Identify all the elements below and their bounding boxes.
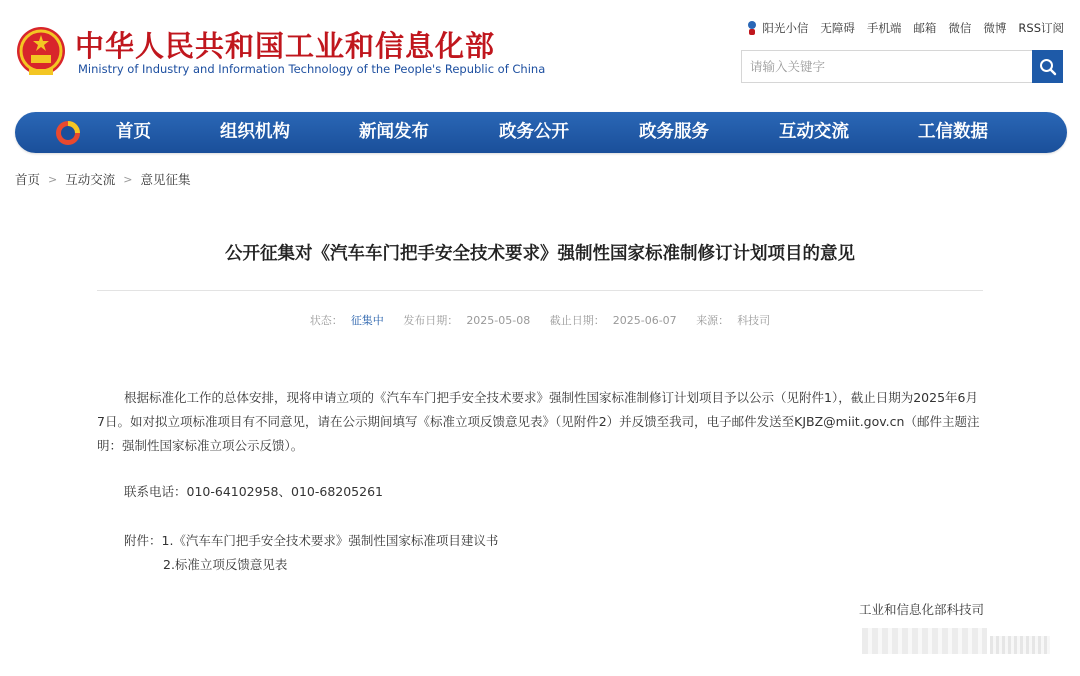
meta-deadline-date: 2025-06-07 [612, 314, 677, 327]
contact-phone: 联系电话：010-64102958、010-68205261 [124, 484, 383, 499]
ministry-logo-icon[interactable] [53, 118, 83, 148]
meta-source-label: 来源： [696, 314, 730, 327]
attachment-link-1[interactable]: 附件：1.《汽车车门把手安全技术要求》强制性国家标准项目建议书 [124, 533, 499, 548]
attachments [124, 529, 498, 577]
search-button[interactable] [1032, 50, 1063, 83]
site-subtitle: Ministry of Industry and Information Technology of the People's Republic of China [78, 62, 546, 76]
nav-item-data[interactable]: 工信数据 [918, 122, 988, 142]
top-link-accessibility[interactable]: 无障碍 [820, 21, 855, 35]
breadcrumb-current[interactable]: 意见征集 [140, 172, 191, 187]
top-link-weibo[interactable]: 微博 [983, 21, 1007, 35]
top-link-mobile[interactable]: 手机端 [866, 21, 902, 35]
article-meta [0, 312, 1080, 328]
chevron-right-icon: > [123, 172, 133, 186]
article-body [97, 386, 983, 458]
top-link-mail[interactable]: 邮箱 [913, 21, 937, 35]
meta-publish-label: 发布日期： [403, 314, 459, 327]
chevron-right-icon: > [48, 172, 58, 186]
top-link-label: 阳光小信 [762, 21, 809, 35]
article-title: 公开征集对《汽车车门把手安全技术要求》强制性国家标准制修订计划项目的意见 [225, 244, 855, 264]
breadcrumb-interaction[interactable]: 互动交流 [65, 172, 116, 187]
meta-status-label: 状态： [309, 314, 343, 327]
nav-item-home[interactable]: 首页 [116, 122, 151, 142]
top-link-rss[interactable]: RSS订阅 [1018, 21, 1064, 35]
top-link-sunshine[interactable] [746, 20, 808, 36]
search-input[interactable] [742, 51, 1032, 82]
divider [97, 290, 983, 291]
site-title[interactable]: 中华人民共和国工业和信息化部 [75, 29, 496, 63]
main-nav [15, 112, 1067, 153]
signature-date-blurred [862, 628, 987, 654]
top-link-wechat[interactable]: 微信 [948, 21, 972, 35]
nav-item-gov-affairs[interactable]: 政务公开 [499, 122, 569, 142]
watermark [990, 636, 1050, 654]
national-emblem-icon[interactable] [15, 25, 67, 79]
attachment-link-2[interactable]: 2.标准立项反馈意见表 [163, 557, 288, 572]
nav-item-gov-services[interactable]: 政务服务 [639, 122, 709, 142]
meta-source-value: 科技司 [737, 314, 771, 327]
site-header [0, 0, 1080, 108]
breadcrumb-home[interactable]: 首页 [15, 172, 41, 187]
meta-publish-date: 2025-05-08 [466, 314, 531, 327]
article-paragraph: 根据标准化工作的总体安排，现将申请立项的《汽车车门把手安全技术要求》强制性国家标准制修订计划项目予以公示（见附件1），截止日期为2025年6月7日。如对拟立项标准项目有不同意见，请在公示期间填写《标准立项反馈意见表》（见附件2）并反馈至我司，电子邮件发送至KJBZ@miit.gov.cn（邮件主题注明：强制性国家标准立项公示反馈）。 [97, 390, 980, 453]
mascot-icon [746, 20, 758, 36]
status-badge: 征集中 [350, 314, 384, 327]
search-icon [1039, 58, 1057, 76]
nav-item-organization[interactable]: 组织机构 [220, 122, 290, 142]
nav-item-news[interactable]: 新闻发布 [359, 122, 429, 142]
nav-item-interaction[interactable]: 互动交流 [779, 122, 849, 142]
search-box [741, 50, 1063, 83]
meta-deadline-label: 截止日期： [549, 314, 605, 327]
top-links [746, 20, 1064, 36]
breadcrumb [15, 170, 190, 188]
signature: 工业和信息化部科技司 [858, 602, 984, 617]
